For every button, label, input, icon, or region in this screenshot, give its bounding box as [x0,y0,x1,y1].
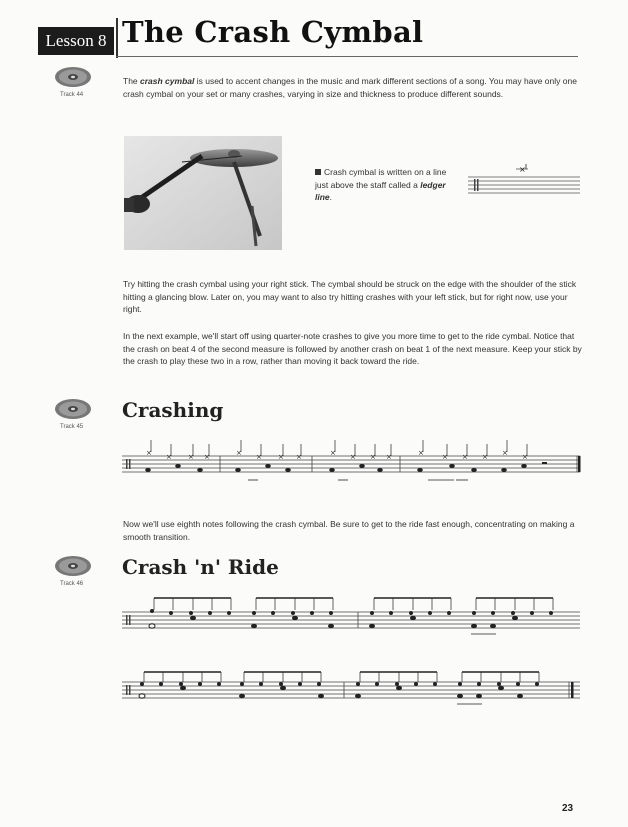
title-rule [116,56,578,57]
page-number: 23 [562,803,574,814]
intro-term: crash cymbal [140,76,195,86]
cd-icon [54,66,92,88]
ledger-term: ledger line [315,179,446,202]
svg-text:×: × [350,453,356,461]
cd-icon [54,398,92,420]
svg-text:×: × [278,453,284,461]
section-heading-crashing: Crashing [122,398,224,422]
svg-text:×: × [296,453,302,461]
paragraph-next-example: In the next example, we'll start off using quarter-note crashes to give you more time to get to the ride cymbal. Notice that the crash on beat 4 of the second measure is followed by another crash on beat 1 of the next measure. Keep your stick by the crash to play these two in a row, rather than moving it back toward the ride. [123,331,582,366]
svg-text:×: × [204,453,210,461]
svg-text:×: × [482,453,488,461]
svg-text:×: × [502,449,508,457]
page-title: The Crash Cymbal [122,15,424,49]
crash-cymbal-photo [124,136,282,250]
svg-text:×: × [462,453,468,461]
svg-text:×: × [418,449,424,457]
svg-text:×: × [522,453,528,461]
svg-text:×: × [256,453,262,461]
svg-text:×: × [146,449,152,457]
svg-text:×: × [519,165,526,174]
intro-text-pre: The [123,76,141,86]
section-heading-crash-n-ride: Crash 'n' Ride [122,555,279,579]
ledger-note-text: Crash cymbal is written on a line just above the staff called a [315,167,447,190]
svg-text:×: × [442,453,448,461]
track-label: Track 46 [60,581,84,587]
svg-text:×: × [236,449,242,457]
bullet-square [315,169,321,175]
intro-text-post: is used to accent changes in the music and mark different sections of a song. You may have only one crash cymbal on your set or many crashes, varying in size and thickness to produce different sounds. [123,76,577,99]
title-divider [116,18,118,58]
paragraph-eighth-notes: Now we'll use eighth notes following the crash cymbal. Be sure to get to the ride fast enough, concentrating on making a smooth transition. [123,519,575,542]
paragraph-technique: Try hitting the crash cymbal using your right stick. The cymbal should be struck on the edge with the shoulder of the stick hitting a glancing blow. Later on, you may want to also try hitting crashes with your left stick, but for right now, use your right. [123,279,577,314]
cd-icon [54,555,92,577]
ledger-note [315,166,455,204]
track-label: Track 45 [60,424,84,430]
music-staff-crash-n-ride-2 [118,660,586,716]
intro-paragraph [123,75,583,100]
svg-text:×: × [330,449,336,457]
music-staff-crashing [118,436,586,488]
svg-text:×: × [166,453,172,461]
svg-text:×: × [386,453,392,461]
svg-text:×: × [370,453,376,461]
lesson-label: Lesson 8 [38,27,114,55]
track-label: Track 44 [60,92,84,98]
ledger-note-end: . [329,192,333,202]
music-staff-crash-n-ride-1 [118,590,586,646]
svg-text:×: × [188,453,194,461]
ledger-staff-example [468,164,580,198]
